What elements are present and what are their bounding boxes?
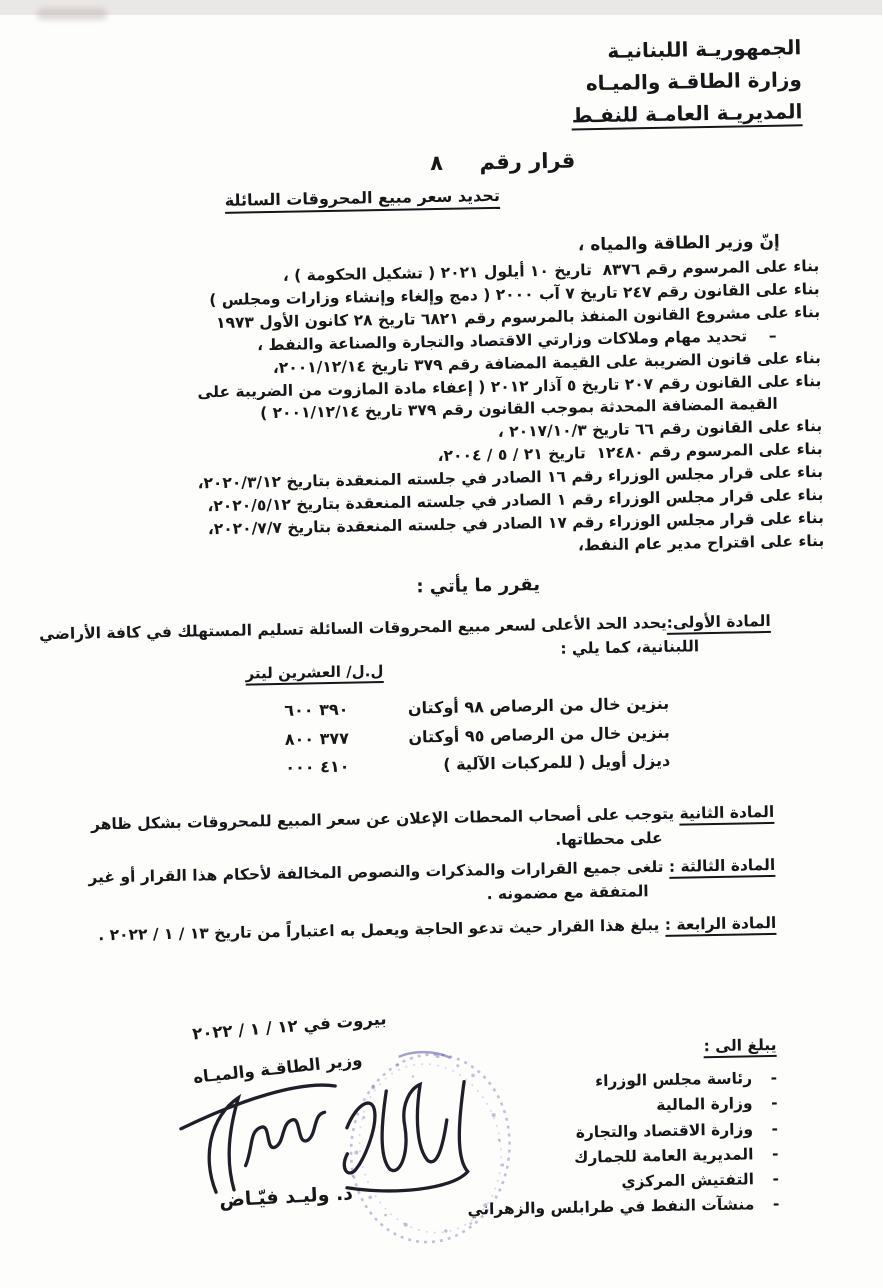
fuel-item-98: بنزين خال من الرصاص ٩٨ أوكتان	[408, 693, 671, 718]
distribution-item-label: وزارة الاقتصاد والتجارة	[576, 1119, 755, 1142]
article-4-heading: المادة الرابعة :	[666, 914, 778, 937]
clause: بناء على قرار مجلس الوزراء رقم ١ الصادر في جلسته المنعقدة بتاريخ ٢٠٢٠/٥/١٢،	[208, 486, 825, 516]
decree-subject-title: تحديد سعر مبيع المحروقات السائلة	[226, 186, 502, 214]
clause: بناء على القانون رقم ٦٦ تاريخ ٢٠١٧/١٠/٣ ،	[498, 417, 824, 442]
letterhead	[571, 31, 803, 131]
article-4-text: يبلغ هذا القرار حيث تدعو الحاجة ويعمل به اعتباراً من تاريخ ١٣ / ١ / ٢٠٢٢ .	[99, 916, 661, 945]
dash-bullet: -	[771, 1094, 779, 1113]
dash-bullet: -	[772, 1119, 780, 1138]
article-4	[99, 911, 777, 947]
minister-title: وزير الطاقـة والميـاه	[193, 1050, 365, 1087]
fuel-price-98: ٣٩٠ ٦٠٠	[285, 699, 350, 720]
distribution-item	[468, 1192, 780, 1223]
preamble-opening: إنّ وزير الطاقة والمياه ،	[578, 231, 781, 256]
clause: بناء على المرسوم رقم ٨٣٧٦ تاريخ ١٠ أيلول ٢٠٢١ ( تشكيل الحكومة ) ،	[283, 256, 821, 285]
article-1	[40, 609, 772, 670]
article-2	[92, 800, 776, 861]
clause: بناء على قرار مجلس الوزراء رقم ١٦ الصادر في جلسته المنعقدة بتاريخ ٢٠٢٠/٣/١٢،	[198, 463, 825, 493]
distribution-item-label: وزارة المالية	[657, 1094, 754, 1115]
article-3-heading: المادة الثالثة :	[670, 856, 777, 879]
distribution-item-label: المديرية العامة للجمارك	[575, 1145, 755, 1167]
distribution-heading: يبلغ الى :	[704, 1036, 777, 1058]
fuel-price-diesel: ٤١٠ ٠٠٠	[286, 756, 351, 777]
letterhead-directorate: المديريـة العامـة للنفـط	[573, 99, 804, 130]
dash-bullet: -	[771, 1068, 779, 1088]
article-1-text-cont: اللبنانية، كما يلي :	[561, 637, 701, 658]
clause-continuation: – تحديد مهام وملاكات وزارتي الاقتصاد والتجارة والصناعة والنفط ،	[258, 326, 778, 355]
letterhead-ministry: وزارة الطاقـة والميـاه	[586, 67, 804, 96]
distribution-item-label: منشآت النفط في طرابلس والزهراني	[468, 1195, 756, 1220]
fuel-price-95: ٣٧٧ ٨٠٠	[285, 728, 351, 749]
article-2-heading: المادة الثانية	[680, 803, 775, 826]
clause: بناء على قانون الضريبة على القيمة المضافة رقم ٣٧٩ تاريخ ٢٠٠١/١٢/١٤،	[273, 348, 823, 377]
article-3-text: تلغى جميع القرارات والمذكرات والنصوص المخالفة لأحكام هذا القرار أو غير	[89, 857, 665, 887]
clause: بناء على المرسوم رقم ١٢٤٨٠ تاريخ ٢١ / ٥ / ٢٠٠٤،	[438, 440, 824, 466]
fuel-item-diesel: ديزل أويل ( للمركبات الآلية )	[444, 750, 672, 774]
article-1-text: يحدد الحد الأعلى لسعر مبيع المحروقات السائلة تسليم المستهلك في كافة الأراضي	[40, 613, 668, 644]
fuel-item-95: بنزين خال من الرصاص ٩٥ أوكتان	[409, 722, 671, 747]
article-1-heading: المادة الأولى:	[668, 612, 772, 635]
clause: بناء على القانون رقم ٢٤٧ تاريخ ٧ آب ٢٠٠٠ ( دمج وإلغاء وإنشاء وزارات ومجلس )	[210, 279, 821, 310]
clause: بناء على القانون رقم ٢٠٧ تاريخ ٥ آذار ٢٠١٢ ( إعفاء مادة المازوت من الضريبة على	[198, 371, 823, 401]
dash-bullet: -	[773, 1195, 781, 1214]
clause: بناء على قرار مجلس الوزراء رقم ١٧ الصادر في جلسته المنعقدة بتاريخ ٢٠٢٠/٧/٧،	[208, 508, 825, 539]
decision-intro: يقرر ما يأتي :	[417, 574, 542, 598]
decree-number-title: قرار رقم ٨	[430, 148, 577, 176]
preamble-clauses	[195, 255, 826, 564]
dash-bullet: -	[773, 1170, 781, 1189]
clause: بناء على مشروع القانون المنفذ بالمرسوم رقم ٦٨٢١ تاريخ ٢٨ كانون الأول ١٩٧٣	[216, 302, 822, 332]
article-2-text: يتوجب على أصحاب المحطات الإعلان عن سعر المبيع للمحروقات بشكل ظاهر	[91, 804, 676, 834]
article-3	[89, 853, 777, 914]
distribution-list	[465, 1036, 780, 1223]
place-date: بيروت في ١٢ / ١ / ٢٠٢٢	[192, 1009, 389, 1044]
letterhead-republic: الجمهوريـة اللبنانيـة	[608, 35, 803, 63]
article-3-text-cont: المتفقة مع مضمونه .	[487, 882, 650, 904]
distribution-item-label: التفتيش المركزي	[622, 1170, 756, 1191]
clause-continuation: القيمة المضافة المحدثة بموجب القانون رقم ٣٧٩ تاريخ ٢٠٠١/١٢/١٤ )	[260, 395, 779, 423]
minister-name: د. وليـد فيّـاض	[219, 1182, 355, 1212]
clause: بناء على اقتراح مدير عام النفط،	[578, 531, 826, 555]
article-2-text-cont: على محطاتها.	[556, 828, 664, 849]
price-unit-header: ل.ل/ العشرين ليتر	[246, 662, 384, 686]
dash-bullet: -	[772, 1144, 780, 1163]
distribution-item-label: رئاسة مجلس الوزراء	[596, 1069, 754, 1091]
